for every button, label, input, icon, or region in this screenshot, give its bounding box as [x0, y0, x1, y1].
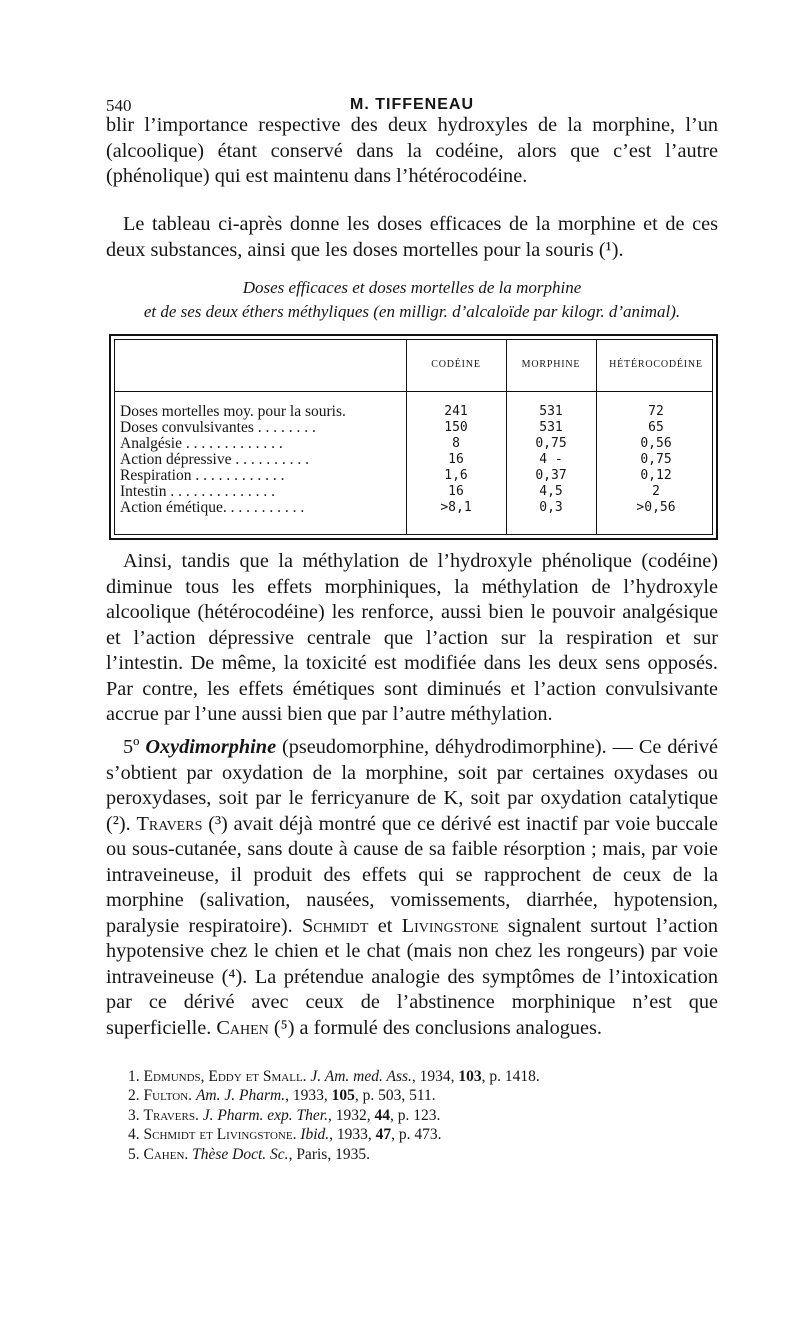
paragraph-4-text-d: signalent surtout l’action hypotensive chez le chien et le chat (mais non chez les rongeurs) par voie intraveineuse	[106, 914, 719, 988]
cell-heterocodeine: 72	[648, 404, 664, 419]
paragraph-2-end: .	[618, 238, 624, 261]
footnotes	[128, 1067, 718, 1164]
running-head: M. TIFFENEAU	[350, 96, 474, 113]
row-label: Intestin . . . . . . . . . . . . . .	[120, 484, 275, 500]
paragraph-4	[106, 735, 718, 1041]
author-name: Cahen	[216, 1016, 269, 1039]
paragraph-4-text-e: . La prétendue analogie des symptômes de l’intoxication par ce dérivé avec ceux de l’abstinence morphinique n’est que superficielle.	[106, 965, 718, 1039]
footnote-authors: Edmunds, Eddy et Small.	[143, 1068, 307, 1085]
footnote	[128, 1106, 718, 1125]
footnote-authors: Schmidt et Livingstone.	[143, 1126, 297, 1144]
footnote-pages: , p. 473.	[391, 1126, 442, 1144]
footnote-ref-5: (⁵)	[268, 1016, 295, 1039]
section-number: 5º	[123, 736, 146, 758]
footnote-pages: , p. 1418.	[481, 1068, 540, 1085]
footnote-year: , 1932,	[327, 1106, 375, 1124]
footnote	[128, 1145, 718, 1164]
paragraph-2-text: Le tableau ci-après donne les doses efficaces de la morphine et de ces deux substances, ainsi que les doses mortelles pour la souris	[106, 213, 718, 261]
cell-codeine: 8	[452, 436, 460, 451]
paragraph-4-text-a: (pseudomorphine, déhydrodimorphine). — Ce dérivé s’obtient par oxydation de la morphine, soit par certaines oxydases ou peroxydases, soit par le ferricyanure de K, soit par oxydation catalytique	[106, 736, 718, 809]
cell-morphine: 0,3	[539, 500, 563, 515]
footnote-ref-3: (³)	[202, 812, 228, 835]
footnote-year: , 1934,	[411, 1068, 459, 1085]
cell-morphine: 4,5	[539, 484, 563, 499]
footnote-journal: Thèse Doct. Sc.	[192, 1145, 289, 1163]
cell-heterocodeine: 0,56	[640, 436, 672, 451]
caption-line-2: et de ses deux éthers méthyliques (en milligr. d’alcaloïde par kilogr. d’animal).	[143, 302, 681, 321]
cell-codeine: >8,1	[440, 500, 472, 515]
footnote-authors: Cahen.	[143, 1145, 189, 1163]
footnote-authors: Fulton.	[143, 1087, 193, 1105]
cell-heterocodeine: 0,75	[640, 452, 672, 467]
cell-morphine: 4 -	[539, 452, 563, 467]
table-row	[115, 404, 712, 420]
table-row	[115, 420, 712, 436]
footnote-ref-2: (²)	[106, 812, 126, 835]
cell-morphine: 531	[539, 420, 563, 435]
footnote	[128, 1086, 718, 1105]
footnote-journal: Ibid.	[300, 1126, 330, 1144]
paragraph-1: blir l’importance respective des deux hydroxyles de la morphine, l’un (alcoolique) étant conservé dans la codéine, alors que c’est l’autre (phénolique) qui est maintenu dans l’hétérocodéine.	[106, 114, 718, 187]
cell-codeine: 1,6	[444, 468, 468, 483]
cell-codeine: 150	[444, 420, 468, 435]
row-label: Action émétique. . . . . . . . . . .	[120, 500, 305, 516]
cell-heterocodeine: >0,56	[636, 500, 676, 515]
cell-codeine: 16	[448, 452, 464, 467]
footnote-journal: J. Am. med. Ass.	[310, 1068, 412, 1085]
table-caption	[106, 276, 718, 324]
footnote-ref-4: (⁴)	[221, 965, 243, 988]
author-name: Livingstone	[401, 914, 499, 937]
table-row	[115, 452, 712, 468]
footnote-volume: 105	[331, 1087, 355, 1105]
paragraph-3: Ainsi, tandis que la méthylation de l’hydroxyle phénolique (codéine) diminue tous les effets morphiniques, la méthylation de l’hydroxyle alcoolique (hétérocodéine) les renforce, aussi bien le pouvoir analgésique et l’action dépressive centrale que l’action sur la respiration et sur l’intestin. De même, la toxicité est modifiée dans les deux sens opposés. Par contre, les effets émétiques sont diminués et l’action convulsivante accrue par l’une aussi bien que par l’autre méthylation.	[106, 550, 718, 725]
footnote-journal: Am. J. Pharm.	[195, 1087, 286, 1105]
row-label: Respiration . . . . . . . . . . . .	[120, 468, 285, 484]
footnote-pages: , p. 503, 511.	[354, 1087, 436, 1105]
footnote-volume: 103	[458, 1068, 482, 1085]
footnote-volume: 44	[374, 1106, 390, 1124]
footnote-number: 4.	[128, 1126, 140, 1144]
footnote-authors: Travers.	[143, 1106, 199, 1124]
footnote-volume: 47	[375, 1126, 392, 1144]
row-label: Doses mortelles moy. pour la souris.	[120, 404, 346, 420]
footnote	[128, 1067, 718, 1086]
footnote-journal: J. Pharm. exp. Ther.	[202, 1106, 328, 1124]
data-table	[109, 334, 718, 540]
footnote	[128, 1125, 718, 1144]
cell-heterocodeine: 2	[652, 484, 660, 499]
footnote-year: , 1933,	[329, 1126, 376, 1144]
table-row	[115, 500, 712, 516]
paragraph-2	[106, 212, 718, 263]
author-name: Travers	[136, 812, 203, 835]
paragraph-4-text-f: a formulé des conclusions analogues.	[294, 1016, 602, 1039]
cell-codeine: 241	[444, 404, 468, 419]
footnote-number: 5.	[128, 1145, 140, 1163]
cell-heterocodeine: 65	[648, 420, 664, 435]
cell-codeine: 16	[448, 484, 464, 499]
paragraph-4-text-c: avait déjà montré que ce dérivé est inactif par voie buccale ou sous-cutanée, sans doute à cause de sa faible résorption ; mais, par voie intraveineuse, il produit des effets qui se rapprochent de ceux de la morphine (salivation, nausées, vomissements, diarrhée, hypotension, paralysie respiratoire).	[106, 812, 718, 937]
table-inner-frame	[114, 339, 713, 535]
page-number: 540	[106, 96, 132, 115]
footnote-year: , Paris, 1935.	[288, 1145, 370, 1163]
cell-morphine: 0,75	[535, 436, 567, 451]
footnote-number: 1.	[128, 1068, 140, 1085]
table-row	[115, 436, 712, 452]
header-divider	[115, 391, 712, 392]
row-label: Analgésie . . . . . . . . . . . . .	[120, 436, 283, 452]
section-title: Oxydimorphine	[145, 736, 277, 758]
cell-morphine: 531	[539, 404, 563, 419]
column-header-morphine: MORPHINE	[521, 359, 581, 370]
caption-line-1: Doses efficaces et doses mortelles de la morphine	[242, 278, 582, 297]
paragraph-4-text-b: .	[125, 812, 137, 835]
footnote-number: 2.	[128, 1087, 140, 1105]
row-label: Doses convulsivantes . . . . . . . .	[120, 420, 316, 436]
footnote-pages: , p. 123.	[389, 1106, 441, 1124]
author-name: Schmidt	[301, 914, 369, 937]
footnote-number: 3.	[128, 1106, 140, 1124]
footnote-year: , 1933,	[285, 1087, 332, 1105]
footnote-ref-1: (¹)	[598, 238, 619, 261]
table-row	[115, 484, 712, 500]
row-label: Action dépressive . . . . . . . . . .	[120, 452, 309, 468]
conjunction: et	[368, 914, 402, 937]
cell-heterocodeine: 0,12	[640, 468, 672, 483]
column-header-heterocodeine: HÉTÉROCODÉINE	[609, 359, 703, 370]
cell-morphine: 0,37	[535, 468, 567, 483]
column-header-codeine: CODÉINE	[431, 359, 481, 370]
table-row	[115, 468, 712, 484]
